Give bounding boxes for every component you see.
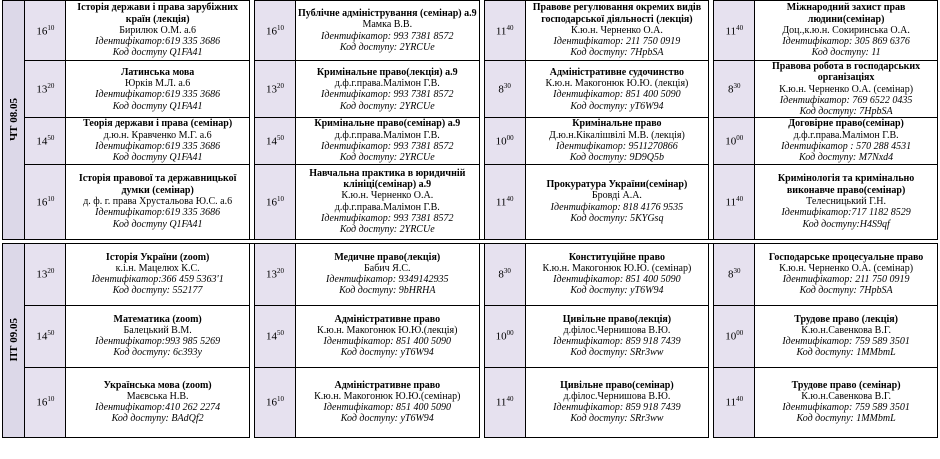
class-cell — [66, 367, 250, 437]
schedule-row — [3, 1, 938, 61]
time-cell — [714, 367, 755, 437]
time-cell — [255, 243, 296, 305]
time-hour: 8 — [728, 269, 734, 281]
time-hour: 13 — [266, 269, 277, 281]
schedule-table — [2, 0, 938, 438]
meeting-id[interactable]: Ідентифікатор: 859 918 7439 — [553, 336, 681, 348]
time-hour: 11 — [725, 397, 737, 409]
class-cell — [66, 61, 250, 118]
class-title: Математика (zoom) — [113, 313, 202, 325]
class-cell — [755, 243, 938, 305]
time-hour: 10 — [725, 331, 737, 343]
time-cell — [484, 61, 525, 118]
access-code[interactable]: Код доступу Q1FA41 — [112, 152, 203, 164]
class-teacher: Доц.,к.ю.н. Сокиринська О.А. — [782, 24, 910, 36]
class-title: Договірне право(семінар) — [788, 118, 904, 130]
time-cell — [255, 305, 296, 367]
access-code[interactable]: Код доступу Q1FA41 — [112, 100, 203, 112]
time-hour: 14 — [266, 135, 277, 148]
class-cell — [66, 164, 250, 239]
time-minutes: 40 — [736, 194, 744, 203]
time-hour: 11 — [495, 397, 507, 409]
time-minutes: 10 — [47, 23, 55, 32]
access-code[interactable]: Код доступу: 7HpbSA — [799, 106, 893, 118]
meeting-id[interactable]: Ідентифікатор: 211 750 0919 — [782, 274, 910, 286]
meeting-id[interactable]: Ідентифікатор: 211 750 0919 — [553, 36, 681, 48]
class-teacher: К.ю.н. Черненко О.А. — [570, 24, 663, 36]
class-title: Цивільне право(лекція) — [562, 313, 672, 325]
class-title: Латинська мова — [120, 66, 195, 78]
class-title: Прокуратура України(семінар) — [546, 179, 688, 191]
access-code[interactable]: Код доступу: 6c393y — [113, 347, 202, 359]
class-cell — [755, 118, 938, 164]
access-code[interactable]: Код доступу: 7HpbSA — [570, 47, 664, 59]
access-code[interactable]: Код доступу: 1MMbmL — [796, 413, 896, 425]
time-minutes: 00 — [736, 134, 744, 143]
class-teacher: Юрків М.Л. а.6 — [125, 77, 191, 89]
time-hour: 10 — [725, 135, 737, 148]
class-title: Конституційне право — [568, 251, 665, 263]
access-code[interactable]: Код доступу: 2YRCUe — [339, 152, 435, 164]
time-minutes: 00 — [736, 329, 744, 338]
access-code[interactable]: Код доступу:H4S9qf — [802, 218, 890, 230]
meeting-id[interactable]: Ідентифікатор:619 335 3686 — [95, 141, 221, 153]
class-title: Кримінальне право — [572, 118, 662, 130]
class-teacher: Бирилюк О.М. а.6 — [119, 24, 197, 36]
access-code[interactable]: Код доступу: yT6W94 — [570, 285, 664, 297]
time-cell — [25, 305, 66, 367]
class-title: Правове регулювання окремих видів господарської діяльності (лекція) — [532, 2, 702, 25]
time-minutes: 10 — [277, 395, 284, 404]
time-hour: 16 — [266, 397, 277, 409]
class-title: Навчальна практика в юридичній клініці(семінар) а.9 — [309, 167, 466, 191]
class-title: Публічне адміністрування (семінар) а.9 — [297, 7, 477, 19]
time-minutes: 10 — [277, 194, 284, 203]
time-hour: 14 — [266, 331, 277, 343]
meeting-id[interactable]: Ідентифікатор:993 985 5269 — [95, 336, 221, 348]
time-minutes: 50 — [47, 134, 55, 143]
time-cell — [25, 243, 66, 305]
meeting-id[interactable]: Ідентифікатор: 759 589 3501 — [782, 402, 910, 414]
meeting-id[interactable]: Ідентифікатор: 9349142935 — [326, 274, 449, 286]
time-hour: 8 — [498, 84, 504, 97]
schedule-row — [3, 367, 938, 437]
meeting-id[interactable]: Ідентифікатор: 851 400 5090 — [323, 402, 452, 414]
meeting-id[interactable]: Ідентифікатор: 993 7381 8572 — [321, 212, 454, 224]
class-teacher: Бровді А.А. — [591, 190, 642, 202]
time-hour: 13 — [36, 84, 48, 97]
time-hour: 16 — [36, 196, 48, 209]
time-cell — [484, 118, 525, 164]
time-cell — [714, 1, 755, 61]
access-code[interactable]: Код доступу: SRr3ww — [570, 347, 664, 359]
time-hour: 11 — [725, 196, 737, 209]
time-hour: 11 — [495, 25, 507, 38]
access-code[interactable]: Код доступу: 2YRCUe — [339, 41, 435, 53]
time-hour: 11 — [725, 25, 737, 38]
time-minutes: 20 — [47, 82, 55, 91]
time-hour: 16 — [36, 25, 48, 38]
class-teacher: д.філос.Чернишова В.Ю. — [563, 324, 671, 336]
class-title: Адміністративне судочинство — [549, 66, 685, 78]
class-cell — [525, 1, 709, 61]
time-cell — [25, 367, 66, 437]
class-cell — [295, 1, 479, 61]
time-hour: 8 — [498, 269, 504, 281]
access-code[interactable]: Код доступу: 11 — [811, 47, 881, 59]
class-cell — [66, 305, 250, 367]
class-teacher: к.і.н. Мацелюх К.С. — [115, 262, 200, 274]
meeting-id[interactable]: Ідентифікатор: 859 918 7439 — [553, 402, 681, 414]
class-teacher: д.філос.Чернишова В.Ю. — [563, 390, 671, 402]
class-cell — [525, 243, 709, 305]
time-hour: 11 — [495, 196, 507, 209]
time-minutes: 30 — [503, 82, 511, 91]
time-cell — [255, 1, 296, 61]
time-cell — [25, 118, 66, 164]
meeting-id[interactable]: Ідентифікатор: 818 4176 9535 — [550, 201, 684, 213]
time-cell — [714, 61, 755, 118]
class-cell — [295, 305, 479, 367]
class-cell — [755, 61, 938, 118]
day-label-cell — [3, 1, 25, 240]
time-minutes: 40 — [506, 194, 514, 203]
class-title: Медичне право(лекція) — [334, 251, 441, 263]
class-title: Адміністративне право — [334, 379, 441, 391]
class-teacher: К.ю.н. Черненко О.А. (семінар) — [779, 262, 914, 274]
time-cell — [714, 305, 755, 367]
class-teacher: Бабич Я.С. — [364, 262, 411, 274]
class-teacher: Д.ю.н.Кікалішвілі М.В. (лекція) — [549, 129, 685, 141]
meeting-id[interactable]: Ідентифікатор : 570 288 4531 — [781, 141, 912, 153]
time-minutes: 50 — [277, 329, 284, 338]
class-title: Українська мова (zoom) — [103, 379, 212, 391]
class-cell — [66, 118, 250, 164]
schedule-row — [3, 164, 938, 239]
access-code[interactable]: Код доступу: BAdQf2 — [111, 413, 204, 425]
time-minutes: 20 — [277, 267, 284, 276]
time-hour: 16 — [266, 25, 277, 38]
time-cell — [25, 1, 66, 61]
meeting-id[interactable]: Ідентифікатор: 993 7381 8572 — [321, 30, 454, 42]
class-cell — [755, 164, 938, 239]
class-teacher: д.ф.г.права.Малімон Г.В. — [334, 129, 440, 141]
access-code[interactable]: Код доступу: 9bHRHA — [339, 285, 436, 297]
time-hour: 10 — [495, 135, 507, 148]
day-label: ЧТ 08.05 — [7, 98, 20, 142]
time-minutes: 10 — [277, 23, 284, 32]
class-cell — [525, 305, 709, 367]
class-teacher: д. ф. г. права Хрустальова Ю.С. а.6 — [83, 196, 233, 208]
meeting-id[interactable]: Ідентифікатор:619 335 3686 — [95, 89, 221, 101]
class-cell — [755, 305, 938, 367]
schedule-row — [3, 61, 938, 118]
access-code[interactable]: Код доступу: yT6W94 — [340, 347, 434, 359]
class-cell — [755, 367, 938, 437]
class-title: Кримінологія та кримінально виконавче право(семінар) — [777, 173, 915, 196]
time-minutes: 20 — [277, 82, 284, 91]
schedule-body — [3, 1, 938, 438]
time-cell — [484, 1, 525, 61]
access-code[interactable]: Код доступу: SRr3ww — [570, 413, 664, 425]
access-code[interactable]: Код доступу: M7Nxd4 — [799, 152, 894, 164]
access-code[interactable]: Код доступу: 5KYGsq — [570, 212, 664, 224]
class-cell — [295, 243, 479, 305]
class-title: Міжнародний захист прав людини(семінар) — [786, 2, 906, 25]
access-code[interactable]: Код доступу: 7HpbSA — [799, 285, 893, 297]
time-hour: 14 — [36, 331, 48, 343]
class-title: Кримінальне право(лекція) а.9 — [316, 66, 458, 78]
time-hour: 10 — [495, 331, 507, 343]
class-cell — [66, 1, 250, 61]
time-minutes: 40 — [506, 395, 514, 404]
class-teacher: К.ю.н.Савенкова В.Г. — [801, 390, 891, 402]
meeting-id[interactable]: Ідентифікатор: 993 7381 8572 — [321, 89, 454, 101]
access-code[interactable]: Код доступу: 1MMbmL — [796, 347, 896, 359]
schedule-row — [3, 118, 938, 164]
time-hour: 8 — [728, 84, 734, 97]
class-teacher: К.ю.н. Черненко О.А. (семінар) — [779, 83, 914, 95]
time-hour: 13 — [36, 269, 48, 281]
access-code[interactable]: Код доступу: yT6W94 — [340, 413, 434, 425]
class-teacher: д.ю.н. Кравченко М.Г. а.6 — [103, 129, 212, 141]
meeting-id[interactable]: Ідентифікатор: 851 400 5090 — [323, 336, 452, 348]
time-minutes: 10 — [47, 395, 55, 404]
time-cell — [484, 367, 525, 437]
time-cell — [25, 61, 66, 118]
meeting-id[interactable]: Ідентифікатор: 851 400 5090 — [553, 89, 681, 101]
meeting-id[interactable]: Ідентифікатор:717 1182 8529 — [781, 207, 911, 219]
class-cell — [525, 164, 709, 239]
class-title: Правова робота в господарських організаціях — [772, 61, 921, 84]
time-cell — [255, 118, 296, 164]
class-teacher: Телесницький Г.Н. — [806, 196, 887, 208]
meeting-id[interactable]: Ідентифікатор: 851 400 5090 — [553, 274, 681, 286]
access-code[interactable]: Код доступу: yT6W94 — [570, 100, 664, 112]
time-minutes: 10 — [47, 194, 55, 203]
access-code[interactable]: Код доступу: 552177 — [112, 285, 203, 297]
time-minutes: 40 — [736, 395, 744, 404]
class-title: Кримінальне право(семінар) а.9 — [314, 118, 461, 130]
access-code[interactable]: Код доступу Q1FA41 — [112, 47, 203, 59]
time-hour: 16 — [36, 397, 48, 409]
meeting-id[interactable]: Ідентифікатор:619 335 3686 — [95, 36, 221, 48]
schedule-row — [3, 243, 938, 305]
class-cell — [66, 243, 250, 305]
class-cell — [295, 118, 479, 164]
meeting-id[interactable]: Ідентифікатор: 993 7381 8572 — [321, 141, 454, 153]
class-title: Цивільне право(семінар) — [560, 379, 674, 391]
meeting-id[interactable]: Ідентифікатор: 769 6522 0435 — [779, 94, 913, 106]
class-cell — [755, 1, 938, 61]
time-cell — [484, 243, 525, 305]
meeting-id[interactable]: Ідентифікатор:619 335 3686 — [95, 207, 221, 219]
class-teacher: К.ю.н.Савенкова В.Г. — [801, 324, 891, 336]
class-title: Історія правової та державницької думки (семінар) — [78, 173, 237, 196]
class-title: Історія держави і права зарубіжних країн (лекція) — [77, 2, 238, 25]
class-title: Теорія держави і права (семінар) — [83, 118, 233, 130]
class-cell — [295, 164, 479, 239]
time-minutes: 40 — [506, 23, 514, 32]
class-teacher: К.ю.н. Черненко О.А. д.ф.г.права.Малімон Г.В. — [334, 190, 440, 213]
class-teacher: Мамка В.В. — [362, 19, 413, 31]
class-title: Трудове право (лекція) — [794, 313, 899, 325]
time-minutes: 20 — [47, 267, 55, 276]
time-minutes: 30 — [733, 82, 741, 91]
time-cell — [255, 367, 296, 437]
time-cell — [714, 118, 755, 164]
time-cell — [25, 164, 66, 239]
class-title: Господарське процесуальне право — [768, 251, 924, 263]
class-teacher: К.ю.н. Макогонюк Ю.Ю. (семінар) — [542, 262, 692, 274]
class-title: Адміністративне право — [334, 313, 441, 325]
day-label-cell — [3, 243, 25, 437]
time-minutes: 50 — [47, 329, 55, 338]
meeting-id[interactable]: Ідентифікатор:410 262 2274 — [95, 402, 221, 414]
class-cell — [525, 118, 709, 164]
class-cell — [525, 61, 709, 118]
class-teacher: К.ю.н. Макогонюк Ю.Ю.(семінар) — [314, 390, 461, 402]
time-hour: 13 — [266, 84, 277, 97]
meeting-id[interactable]: Ідентифікатор: 759 589 3501 — [782, 336, 910, 348]
time-minutes: 40 — [736, 23, 744, 32]
class-teacher: К.ю.н. Макогонюк Ю.Ю. (лекція) — [545, 77, 689, 89]
class-title: Історія України (zoom) — [105, 251, 210, 263]
class-teacher: Балецький В.М. — [123, 324, 192, 336]
class-teacher: К.ю.н. Макогонюк Ю.Ю.(лекція) — [317, 324, 458, 336]
class-cell — [295, 367, 479, 437]
meeting-id[interactable]: Ідентифікатор: 9511270866 — [556, 141, 678, 153]
time-cell — [714, 164, 755, 239]
class-cell — [295, 61, 479, 118]
time-cell — [484, 305, 525, 367]
schedule-row — [3, 305, 938, 367]
class-cell — [525, 367, 709, 437]
time-minutes: 00 — [506, 329, 514, 338]
access-code[interactable]: Код доступу: 9D9Q5b — [569, 152, 665, 164]
time-cell — [255, 61, 296, 118]
access-code[interactable]: Код доступу Q1FA41 — [112, 218, 203, 230]
time-cell — [255, 164, 296, 239]
time-cell — [714, 243, 755, 305]
class-title: Трудове право (семінар) — [791, 379, 901, 391]
meeting-id[interactable]: Ідентифікатор:366 459 5363'1 — [91, 274, 224, 286]
time-hour: 16 — [266, 196, 277, 209]
class-teacher: Маєвська Н.В. — [126, 390, 189, 402]
meeting-id[interactable]: Ідентифікатор: 305 869 6376 — [782, 36, 910, 48]
time-minutes: 30 — [733, 267, 741, 276]
access-code[interactable]: Код доступу: 2YRCUe — [339, 100, 435, 112]
time-minutes: 30 — [503, 267, 511, 276]
time-minutes: 00 — [506, 134, 514, 143]
class-teacher: д.ф.г.права.Малімон Г.В. — [334, 77, 440, 89]
time-hour: 14 — [36, 135, 48, 148]
access-code[interactable]: Код доступу: 2YRCUe — [339, 224, 435, 236]
time-minutes: 50 — [277, 134, 284, 143]
time-cell — [484, 164, 525, 239]
class-teacher: д.ф.г.права.Малімон Г.В. — [793, 129, 899, 141]
day-label: ПТ 09.05 — [7, 318, 20, 362]
